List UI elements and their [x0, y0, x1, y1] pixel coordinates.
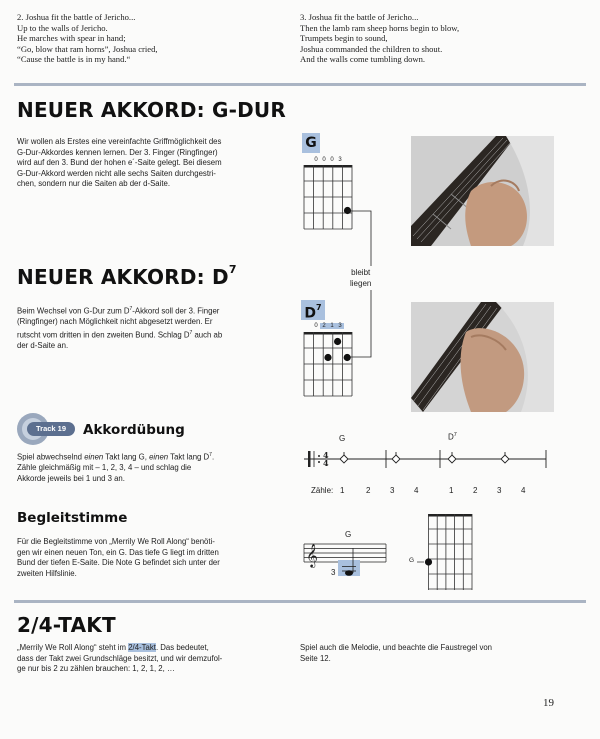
count-number: 1 — [449, 486, 454, 495]
text-run: . Das bedeutet, — [155, 643, 209, 652]
begleitstimme-text — [17, 537, 220, 579]
text-run: . — [211, 452, 215, 462]
g-dur-text-line: G-Dur-Akkordes kennen lernen. Der 3. Finger (Ringfinger) — [17, 147, 218, 157]
verse-right — [300, 12, 459, 65]
count-label: Zähle: — [311, 486, 334, 495]
heading-zwei-vier-takt: 2/4-TAKT — [17, 613, 116, 637]
d7-text-line — [17, 317, 222, 328]
heading-begleitstimme: Begleitstimme — [17, 510, 128, 526]
zwei-vier-text-line: dass der Takt zwei Grundschläge besitzt, und wir demzufol- — [17, 653, 223, 663]
section-divider — [14, 600, 586, 603]
finger-dot — [334, 338, 341, 345]
svg-text:4: 4 — [323, 458, 329, 468]
rhythm-chord-g: G — [339, 434, 346, 443]
count-number: 3 — [390, 486, 395, 495]
text-emphasis: einen — [84, 452, 104, 462]
count-number: 4 — [521, 486, 526, 495]
notation-staff-low-g — [300, 540, 390, 584]
begleitstimme-text-line: gen wir einen neuen Ton, ein G. Das tiefe G liegt im dritten — [17, 547, 219, 557]
fret-number: 0 — [314, 157, 318, 163]
count-number: 3 — [497, 486, 502, 495]
bracket-label-line: bleibt — [351, 268, 371, 277]
text-run: -Akkord soll der 3. Finger — [132, 306, 220, 316]
akkordubung-text-line: Akkorde jeweils bei 1 und 3 an. — [17, 473, 125, 483]
rhythm-chord-d7 — [448, 432, 457, 442]
verse-right-line: 3. Joshua fit the battle of Jericho... — [300, 12, 419, 22]
text-run: der d-Saite an. — [17, 340, 69, 350]
svg-text:𝄞: 𝄞 — [306, 543, 318, 567]
fretboard-note-label: G — [409, 557, 415, 564]
heading-d7 — [17, 265, 237, 289]
guitar-photo-illustration — [411, 136, 554, 246]
begleitstimme-text-line: Für die Begleitstimme von „Merrily We Roll Along“ benöti- — [17, 537, 215, 546]
fret-number: 1 — [328, 323, 336, 329]
section-divider — [14, 83, 586, 86]
svg-text:4: 4 — [323, 450, 329, 460]
text-run: Takt lang D — [168, 452, 210, 462]
text-run: Takt lang G, — [103, 452, 150, 462]
bracket-label-line: liegen — [350, 279, 372, 288]
begleitstimme-text-line: zweiten Hilfslinie. — [17, 568, 77, 578]
g-dur-text — [17, 137, 222, 190]
page-number: 19 — [543, 697, 554, 709]
g-dur-text-line: wird auf den 3. Bund der hohen e´-Saite gelegt. Bei diesem — [17, 158, 222, 168]
text-sup: 7 — [209, 452, 212, 458]
zwei-vier-text-line: Spiel auch die Melodie, und beachte die Faustregel von — [300, 643, 493, 652]
akkordubung-text-line — [17, 450, 214, 463]
verse-right-line: Joshua commanded the children to shout. — [300, 43, 443, 54]
guitar-photo-illustration — [411, 302, 554, 412]
d7-text-line — [17, 304, 222, 317]
akkordubung-text — [17, 450, 214, 484]
chord-name-g: G — [302, 133, 320, 153]
g-fret-numbers — [300, 157, 356, 165]
verse-left-line: “Cause the battle is in my hand.“ — [17, 54, 131, 65]
text-run: Beim Wechsel von G-Dur zum D — [17, 306, 130, 316]
fret-number: 0 — [330, 157, 334, 163]
text-sup: 7 — [189, 329, 193, 336]
fret-number: 0 — [322, 157, 326, 163]
verse-left-line: Up to the walls of Jericho. — [17, 22, 108, 33]
highlighted-term: 2/4-Takt — [128, 643, 156, 652]
finger-dot — [324, 354, 331, 361]
chord-sup: 7 — [316, 303, 322, 312]
g-dur-text-line: Wir wollen als Erstes eine vereinfachte Griffmöglichkeit des — [17, 137, 222, 146]
zwei-vier-text-line: ge nur bis 2 zu zählen brauchen: 1, 2, 1, 2, … — [17, 664, 175, 674]
d7-text-line — [17, 328, 222, 341]
text-run: rutscht vom dritten in den zweiten Bund. Schlag D — [17, 330, 190, 340]
heading-akkordubung: Akkordübung — [83, 422, 185, 438]
verse-left-line: 2. Joshua fit the battle of Jericho... — [17, 12, 136, 22]
count-number: 2 — [473, 486, 478, 495]
chord-letter: D — [304, 305, 317, 322]
verse-left — [17, 12, 158, 65]
verse-left-line: “Go, blow that ram horns”, Joshua cried, — [17, 43, 158, 54]
fret-number: 2 — [320, 323, 328, 329]
text-run: (Ringfinger) nach Möglichkeit nicht abgesetzt werden. Er — [17, 317, 213, 327]
rhythm-staff — [300, 446, 550, 474]
heading-d7-main: NEUER AKKORD: D — [17, 265, 229, 289]
verse-right-line: And the walls come tumbling down. — [300, 54, 426, 65]
verse-right-line: Then the lamb ram sheep horns begin to blow, — [300, 22, 460, 33]
track-badge: Track 19 — [27, 422, 75, 436]
text-run: auch ab — [192, 330, 223, 340]
g-dur-text-line: chen, sondern nur die Saiten ab der d-Saite. — [17, 179, 171, 189]
heading-g-dur: NEUER AKKORD: G-DUR — [17, 98, 286, 122]
text-emphasis: einen — [149, 452, 169, 462]
text-sup: 7 — [129, 306, 133, 312]
g-dur-text-line: G-Dur-Akkord werden nicht alle sechs Saiten durchgestri- — [17, 168, 216, 178]
verse-right-line: Trumpets begin to sound, — [300, 33, 388, 44]
text-run: „Merrily We Roll Along“ steht im — [17, 643, 129, 652]
d7-chord-diagram — [300, 332, 360, 400]
heading-d7-sup: 7 — [228, 263, 237, 277]
zwei-vier-text-line — [17, 643, 222, 654]
bracket-label — [348, 266, 373, 290]
begleitstimme-text-line: Bund der tiefen E-Saite. Die Note G befindet sich unter der — [17, 558, 220, 568]
count-number: 2 — [366, 486, 371, 495]
text-run: Spiel abwechselnd — [17, 452, 85, 462]
chord-name-d7 — [301, 300, 325, 320]
chord-letter: D — [448, 432, 454, 442]
fret-number: 3 — [336, 323, 344, 329]
fret-number: 0 — [314, 323, 318, 329]
d7-fret-numbers — [300, 323, 356, 331]
count-number: 4 — [414, 486, 419, 495]
low-g-fretboard — [404, 514, 474, 594]
fret-number: 3 — [338, 157, 342, 163]
chord-sup: 7 — [453, 432, 457, 438]
d7-text — [17, 304, 222, 352]
count-number: 1 — [340, 486, 345, 495]
finger-dot — [344, 354, 351, 361]
zwei-vier-text-right — [300, 643, 492, 664]
note-name-g: G — [345, 530, 352, 539]
akkordubung-text-line: Zähle gleichmäßig mit – 1, 2, 3, 4 – und schlag die — [17, 463, 192, 473]
d7-text-line — [17, 341, 222, 352]
zwei-vier-text-line: Seite 12. — [300, 653, 331, 663]
verse-left-line: He marches with spear in hand; — [17, 33, 126, 44]
d7-chord-photo — [411, 302, 554, 412]
g-chord-photo — [411, 136, 554, 246]
zwei-vier-text-left — [17, 643, 222, 675]
fret-number-label: 3 — [331, 568, 336, 577]
